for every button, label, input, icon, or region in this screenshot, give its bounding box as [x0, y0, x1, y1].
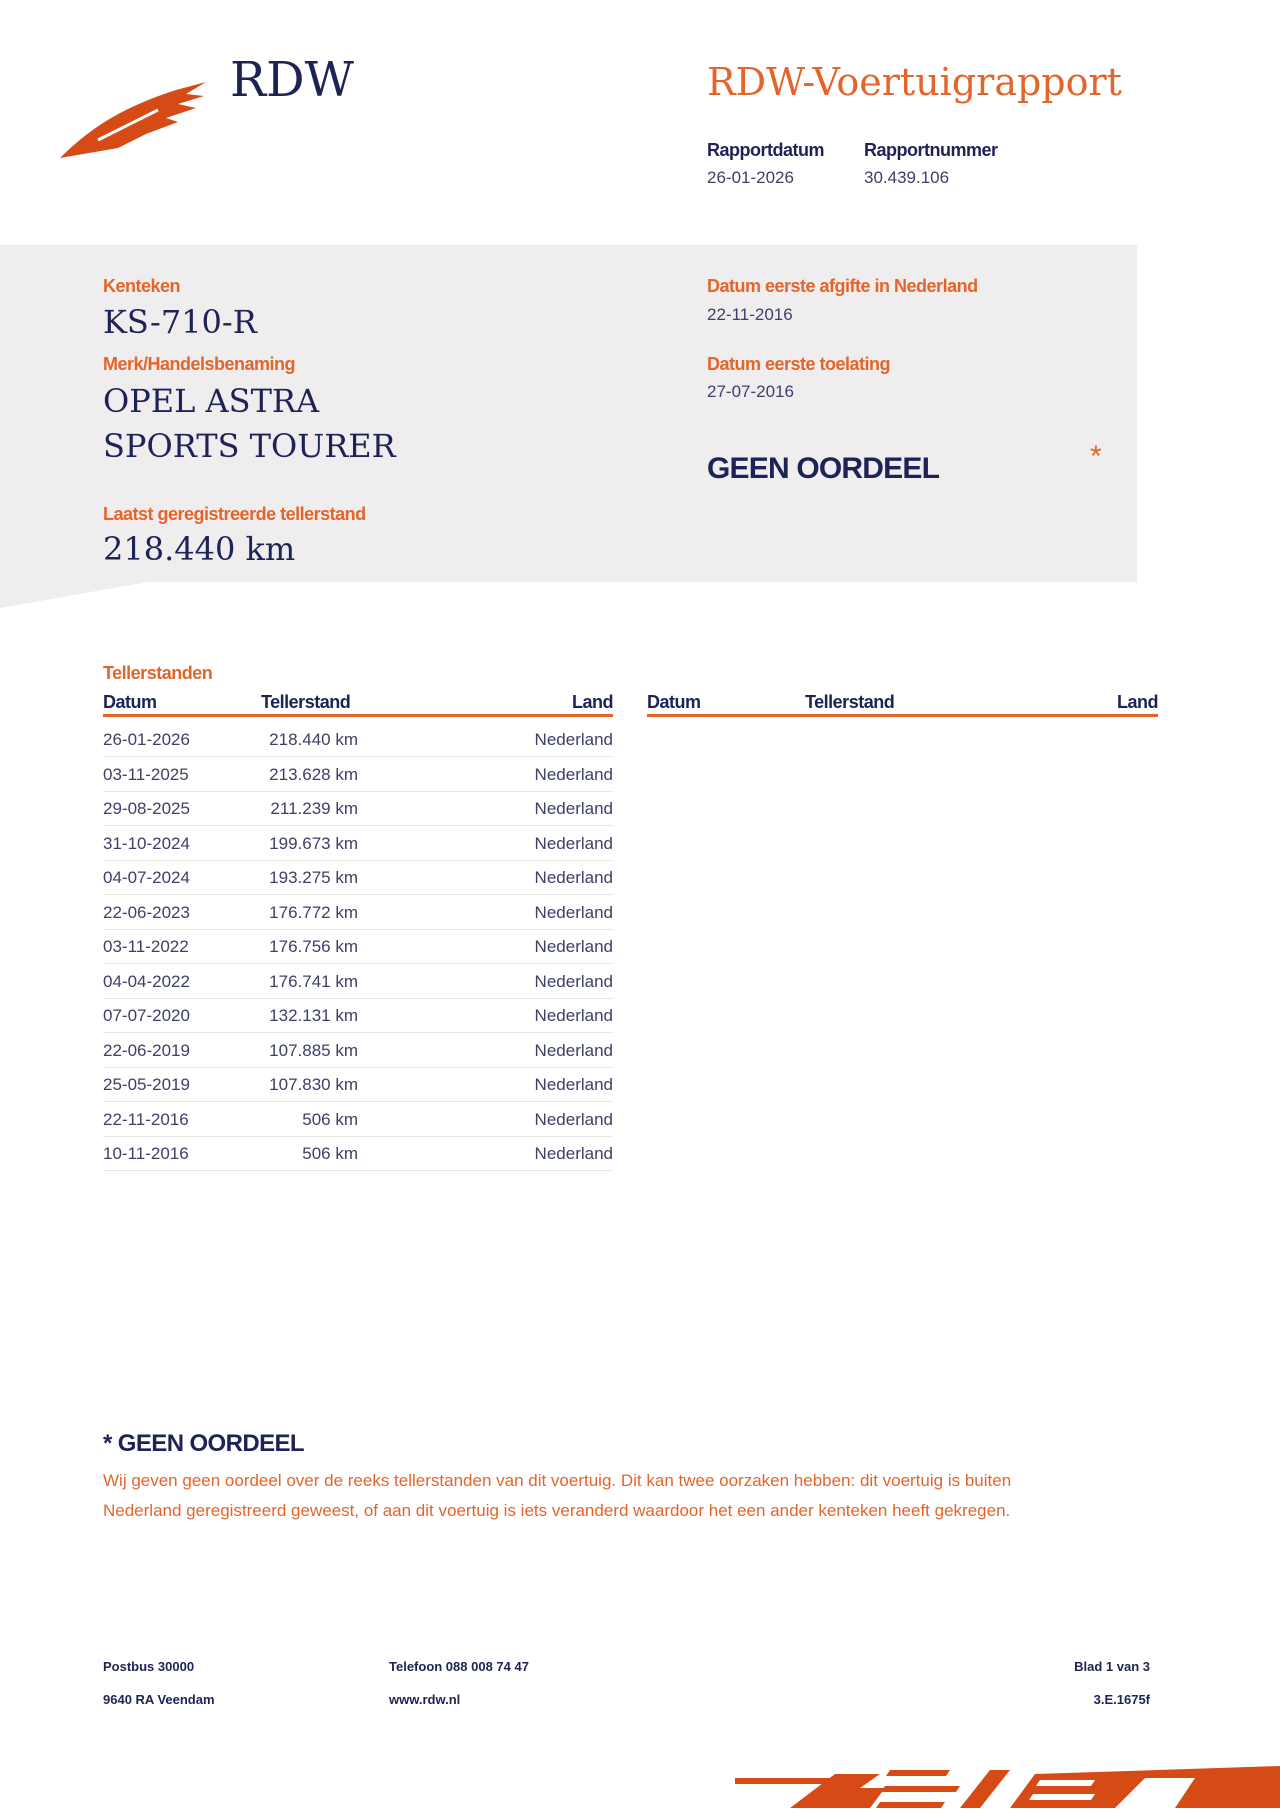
- row-land: Nederland: [534, 1006, 613, 1025]
- row-date: 25-05-2019: [103, 1075, 190, 1094]
- last-odometer-label: Laatst geregistreerde tellerstand: [103, 504, 366, 524]
- table-header-left: [103, 692, 613, 717]
- first-admission-label: Datum eerste toelating: [707, 354, 891, 374]
- header-land: Land: [572, 692, 613, 712]
- row-tellerstand: 107.885 km: [269, 1040, 358, 1060]
- table-row: [103, 1102, 613, 1137]
- verdict-asterisk: *: [1090, 440, 1102, 473]
- row-land: Nederland: [534, 868, 613, 887]
- header-land: Land: [1117, 692, 1158, 712]
- header-datum: Datum: [103, 692, 157, 712]
- rdw-logo-icon: [58, 80, 208, 162]
- row-tellerstand: 199.673 km: [269, 833, 358, 853]
- kenteken-value: KS-710-R: [103, 303, 257, 341]
- row-date: 26-01-2026: [103, 730, 190, 749]
- row-land: Nederland: [534, 1144, 613, 1163]
- row-tellerstand: 213.628 km: [269, 764, 358, 784]
- row-date: 04-07-2024: [103, 868, 190, 887]
- row-tellerstand: 176.772 km: [269, 902, 358, 922]
- kenteken-label: Kenteken: [103, 276, 181, 296]
- verdict-text: GEEN OORDEEL: [707, 452, 940, 485]
- merk-label: Merk/Handelsbenaming: [103, 354, 296, 374]
- merk-value-line2: SPORTS TOURER: [103, 427, 396, 465]
- footnote-title: * GEEN OORDEEL: [103, 1430, 304, 1457]
- row-tellerstand: 132.131 km: [269, 1006, 358, 1025]
- table-row: [103, 722, 613, 757]
- row-tellerstand: 176.756 km: [269, 937, 358, 956]
- table-row: [103, 826, 613, 861]
- last-odometer-value: 218.440 km: [103, 530, 296, 568]
- footer-phone: Telefoon 088 008 74 47: [389, 1659, 529, 1674]
- report-number-label: Rapportnummer: [864, 140, 998, 160]
- footer-address-line2: 9640 RA Veendam: [103, 1692, 215, 1707]
- first-issue-label: Datum eerste afgifte in Nederland: [707, 276, 978, 296]
- footer-page-number: Blad 1 van 3: [1074, 1659, 1150, 1674]
- table-row: [103, 791, 613, 826]
- report-date-value: 26-01-2026: [707, 168, 794, 187]
- row-land: Nederland: [534, 799, 613, 818]
- table-row: [103, 964, 613, 999]
- row-land: Nederland: [534, 1075, 613, 1094]
- row-land: Nederland: [534, 833, 613, 853]
- table-row: [103, 1067, 613, 1102]
- report-date-label: Rapportdatum: [707, 140, 824, 160]
- header-tellerstand: Tellerstand: [805, 692, 895, 712]
- table-row: [103, 757, 613, 792]
- row-date: 03-11-2022: [103, 937, 189, 956]
- row-date: 22-06-2019: [103, 1040, 190, 1060]
- table-row: [103, 1136, 613, 1171]
- row-land: Nederland: [534, 730, 613, 749]
- row-date: 29-08-2025: [103, 799, 190, 818]
- row-tellerstand: 211.239 km: [270, 799, 358, 818]
- row-land: Nederland: [534, 1040, 613, 1060]
- footer-address-line1: Postbus 30000: [103, 1659, 195, 1674]
- first-issue-value: 22-11-2016: [707, 305, 793, 324]
- row-tellerstand: 218.440 km: [269, 730, 358, 749]
- row-land: Nederland: [534, 937, 613, 956]
- row-date: 10-11-2016: [103, 1144, 189, 1163]
- row-date: 31-10-2024: [103, 833, 190, 853]
- row-tellerstand: 193.275 km: [269, 868, 358, 887]
- first-admission-value: 27-07-2016: [707, 382, 794, 401]
- row-land: Nederland: [534, 764, 613, 784]
- tellerstanden-title: Tellerstanden: [103, 663, 213, 683]
- row-land: Nederland: [534, 902, 613, 922]
- table-row: [103, 1033, 613, 1068]
- row-date: 22-06-2023: [103, 902, 190, 922]
- row-tellerstand: 107.830 km: [269, 1075, 358, 1094]
- report-number-value: 30.439.106: [864, 168, 950, 187]
- footnote-text: Wij geven geen oordeel over de reeks tellerstanden van dit voertuig. Dit kan twee oorzaken hebben: dit voertuig is buiten Nederland geregistreerd geweest, of aan dit voertuig is iets veranderd waardoor het een ander kenteken heeft gekregen.: [103, 1471, 1012, 1520]
- footer-document-code: 3.E.1675f: [1093, 1692, 1150, 1707]
- table-row: [103, 929, 613, 964]
- row-date: 22-11-2016: [103, 1109, 189, 1129]
- report-title: RDW-Voertuigrapport: [707, 60, 1122, 104]
- table-header-right: [647, 692, 1158, 717]
- table-row: [103, 998, 613, 1033]
- table-row: [103, 860, 613, 895]
- footer-stripes-decoration: [735, 1760, 1280, 1810]
- footer-website-link[interactable]: www.rdw.nl: [389, 1692, 461, 1707]
- panel-tail-decoration: [0, 582, 148, 608]
- row-date: 07-07-2020: [103, 1006, 190, 1025]
- header-datum: Datum: [647, 692, 701, 712]
- row-date: 03-11-2025: [103, 764, 189, 784]
- row-tellerstand: 176.741 km: [269, 971, 358, 991]
- header-tellerstand: Tellerstand: [261, 692, 351, 712]
- table-row: [103, 895, 613, 930]
- merk-value-line1: OPEL ASTRA: [103, 382, 320, 420]
- row-land: Nederland: [534, 971, 613, 991]
- row-date: 04-04-2022: [103, 971, 190, 991]
- row-tellerstand: 506 km: [302, 1109, 358, 1129]
- row-tellerstand: 506 km: [302, 1144, 358, 1163]
- logo-text: RDW: [230, 52, 354, 108]
- row-land: Nederland: [534, 1109, 613, 1129]
